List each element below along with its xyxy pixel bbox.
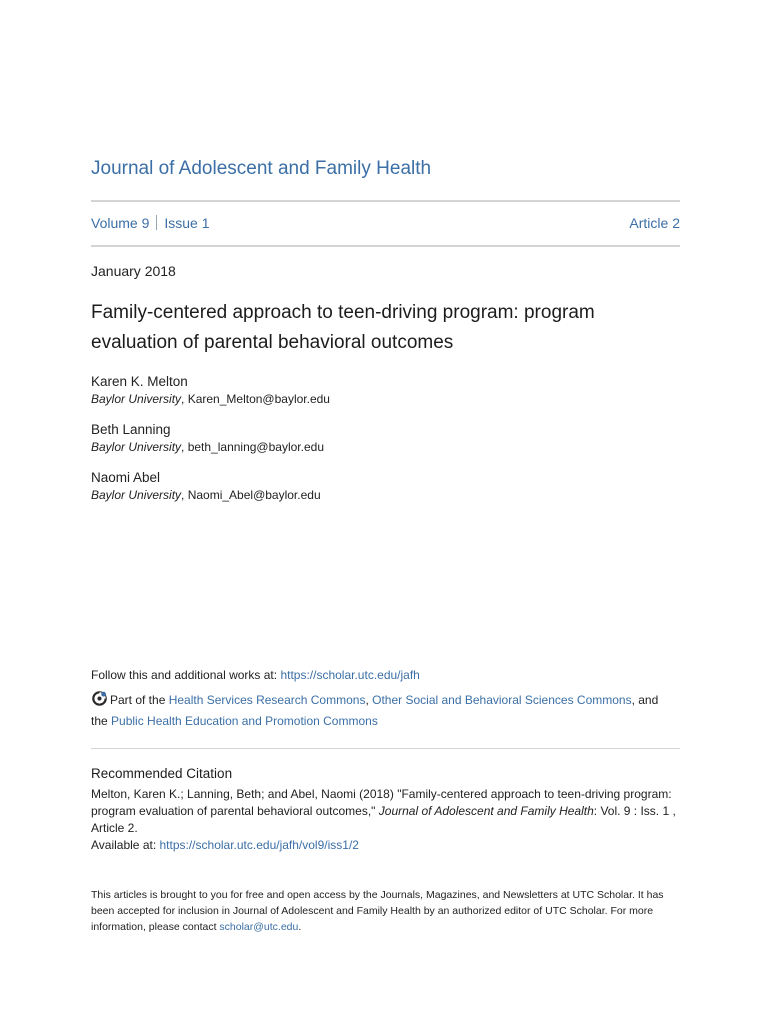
citation-start: Melton, Karen K.; Lanning, Beth; and Abel, Naomi (2018) "Family-centered approach to teen-driving program: program evaluation of parental behavioral outcomes," — [91, 787, 672, 818]
journal-title-link[interactable]: Journal of Adolescent and Family Health — [91, 158, 432, 179]
issue-separator — [156, 215, 157, 230]
author-institution: Baylor University — [91, 392, 182, 406]
recommended-citation-heading: Recommended Citation — [91, 766, 233, 781]
author-institution: Baylor University — [91, 440, 182, 454]
divider-top — [91, 200, 680, 202]
author-email: , beth_lanning@baylor.edu — [181, 440, 324, 454]
commons-link-public-health[interactable]: Public Health Education and Promotion Commons — [111, 714, 378, 728]
follow-url-link[interactable]: https://scholar.utc.edu/jafh — [280, 668, 420, 682]
commons-link-health-services[interactable]: Health Services Research Commons — [168, 693, 366, 707]
footer-end: . — [298, 921, 302, 933]
author-3 — [91, 469, 680, 503]
part-of-sep-2: , and — [631, 693, 659, 707]
part-of-sep-3: the — [91, 714, 112, 728]
footer-text: This articles is brought to you for free and open access by the Journals, Magazines, and Newsletters at UTC Scholar. It has been accepted for inclusion in Journal of Adolescent and Family Health by an authorized editor of UTC Scholar. For more information, please contact — [91, 889, 664, 933]
citation-url-link[interactable]: https://scholar.utc.edu/jafh/vol9/iss1/2 — [159, 838, 359, 852]
available-prefix: Available at: — [91, 838, 160, 852]
footer-note — [91, 887, 671, 935]
part-of-prefix: Part of the — [110, 693, 169, 707]
author-email: , Karen_Melton@baylor.edu — [181, 392, 330, 406]
volume-link[interactable]: Volume 9 — [91, 215, 150, 231]
citation-end: : Vol. 9 : Iss. 1 , Article 2. — [91, 804, 676, 835]
author-2 — [91, 421, 680, 455]
author-email: , Naomi_Abel@baylor.edu — [181, 488, 321, 502]
author-affiliation — [91, 487, 680, 503]
article-title: Family-centered approach to teen-driving program: program evaluation of parental behavioral outcomes — [91, 302, 595, 353]
publication-date: January 2018 — [91, 263, 176, 279]
author-name: Naomi Abel — [91, 470, 161, 485]
issue-link[interactable]: Issue 1 — [164, 215, 210, 231]
author-affiliation — [91, 439, 680, 455]
contact-email-link[interactable]: scholar@utc.edu — [219, 921, 299, 933]
author-name: Karen K. Melton — [91, 374, 188, 389]
article-number-link[interactable]: Article 2 — [629, 215, 680, 231]
commons-link-social-behavioral[interactable]: Other Social and Behavioral Sciences Commons — [372, 693, 632, 707]
citation-journal: Journal of Adolescent and Family Health — [378, 804, 594, 818]
follow-prefix: Follow this and additional works at: — [91, 668, 281, 682]
follow-line — [91, 668, 420, 682]
author-name: Beth Lanning — [91, 422, 171, 437]
issue-row — [91, 215, 680, 231]
divider-issue — [91, 245, 680, 247]
part-of-sep-1: , — [365, 693, 373, 707]
author-affiliation — [91, 391, 680, 407]
cover-page — [91, 0, 680, 1024]
author-institution: Baylor University — [91, 488, 182, 502]
citation-text — [91, 786, 680, 854]
digital-commons-icon — [91, 690, 108, 707]
part-of-line — [91, 690, 683, 732]
divider-citation — [91, 748, 680, 749]
author-1 — [91, 373, 680, 407]
